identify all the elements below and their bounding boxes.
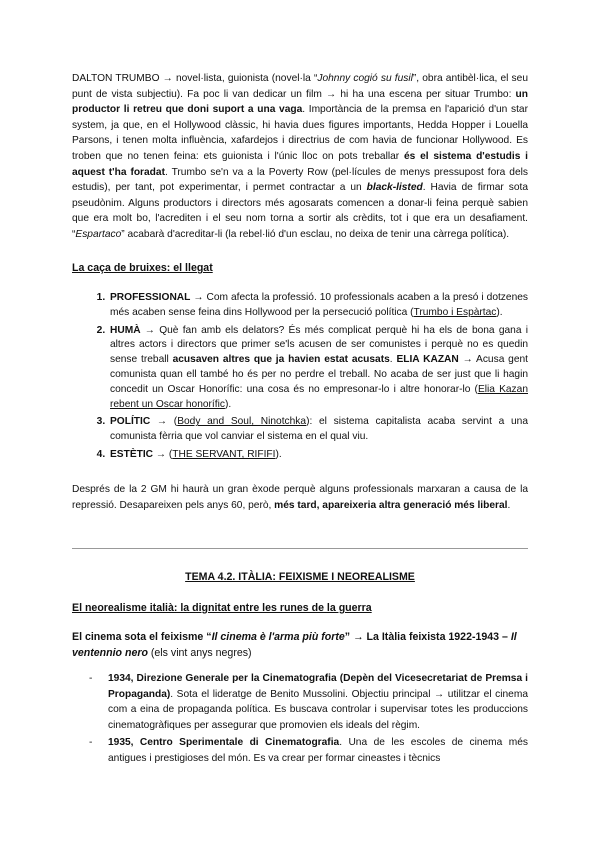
list-item-professional: 1. PROFESSIONAL → Com afecta la professió. 10 professionals acaben a la presó i dotzenes més acaben sense feina dins Hollywood per la persecució política (Trumbo i Espàrtac).	[108, 291, 528, 321]
caca-bruixes-heading: La caça de bruixes: el llegat	[72, 262, 213, 274]
list-item-1935: - 1935, Centro Sperimentale di Cinematografia. Una de les escoles de cinema més antigues i prestigioses del món. Es va crear per formar cineastes i tècnics	[108, 735, 528, 766]
dalton-trumbo-paragraph: DALTON TRUMBO → novel·lista, guionista (novel·la “Johnny cogió su fusil”, obra antibèl·lica, el seu punt de vista subjectiu). Fa poc li van dedicar un film → hi ha una escena per situar Trumbo: un productor li retreu que doni suport a una vaga. Importància de la premsa en l'aparició d'un star system, ja que, en el Hollywood clàssic, hi havia dues figures importants, Hedda Hopper i Louella Parsons, i tenen molta influència, xafardejos i directrius de com havia de funcionar Hollywood. Es troben que no tenen feina: ets guionista i l'únic lloc on pots treballar és el sistema d'estudis i aquest t'ha foradat. Trumbo se'n va a la Poverty Row (pel·lícules de menys pressupost fora dels estudis), per tant, pot experimentar, i permet contractar a un black-listed. Havia de firmar sota pseudònim. Alguns productors i directors més agosarats comencen a donar-li feina perquè sabien que era molt bo, l'acrediten i el seu nom torna a sortir als crèdits, tot i que era un desafiament. “Espartaco” acabarà d'acreditar-li (la rebel·lió d'un esclau, no deixa de tenir una càrrega política).	[72, 73, 528, 240]
list-item-estetic: 4. ESTÈTIC → (THE SERVANT, RIFIFI).	[108, 448, 528, 463]
legacy-list	[72, 291, 528, 466]
neorealisme-heading: El neorealisme italià: la dignitat entre les runes de la guerra	[72, 602, 372, 614]
list-item-politic: 3. POLÍTIC → (Body and Soul, Ninotchka): el sistema capitalista acaba servint a una comunista fèrria que vol canviar el sistema en el qual viu.	[108, 415, 528, 445]
postwar-paragraph: Després de la 2 GM hi haurà un gran èxode perquè alguns professionals marxaran a causa de la repressió. Desapareixen pels anys 60, però, més tard, apareixeria altra generació més liberal.	[72, 484, 528, 511]
tema-heading: TEMA 4.2. ITÀLIA: FEIXISME I NEOREALISME	[185, 571, 415, 583]
list-item-huma: 2. HUMÀ → Què fan amb els delators? És més complicat perquè hi ha els de bona gana i altres actors i directors que primer se'ls acusen de ser comunistes i perquè no es quedin sense treball acusaven altres que ja havien estat acusats. ELIA KAZAN → Acusa gent comunista quan ell també ho és per no perdre el treball. No acaba de ser just que li hagin concedit un Oscar Honorífic: una cosa és no empresonar-lo i altre honorar-lo (Elia Kazan rebent un Oscar honorífic).	[108, 324, 528, 413]
list-item-1934: - 1934, Direzione Generale per la Cinematografia (Depèn del Vicesecretariat de Premsa i Propaganda). Sota el lideratge de Benito Mussolini. Objectiu principal → utilitzar el cinema com a eina de propaganda política. Es buscava controlar i supervisar totes les produccions cinematogràfiques per assegurar que promovien els ideals del règim.	[108, 671, 528, 733]
cinema-feixisme-heading: El cinema sota el feixisme “Il cinema è l'arma più forte” → La Itàlia feixista 1922-1943 – Il ventennio nero (els vint anys negres)	[72, 631, 517, 659]
horizontal-divider	[72, 548, 528, 549]
institutions-list	[72, 671, 528, 769]
